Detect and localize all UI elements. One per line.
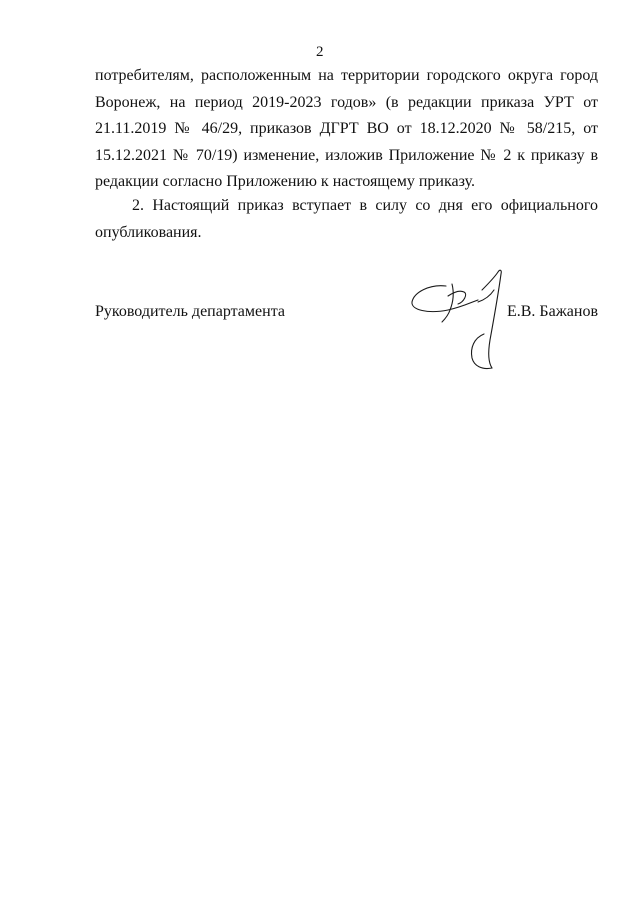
paragraph-effective-date: 2. Настоящий приказ вступает в силу со дня его официального опубликования. [95, 197, 598, 241]
paragraph-continuation: потребителям, расположенным на территории городского округа город Воронеж, на период 2019-2023 годов» (в редакции приказа УРТ от 21.11.2019 № 46/29, приказов ДГРТ ВО от 18.12.2020 № 58/215, от 15.12.2021 № 70/19) изменение, изложив Приложение № 2 к приказу в редакции согласно Приложению к настоящему приказу. [95, 67, 598, 190]
page-number: 2 [316, 44, 324, 60]
signer-position: Руководитель департамента [95, 303, 285, 320]
signature-icon [408, 266, 518, 374]
signature-block [95, 299, 598, 325]
signer-name: Е.В. Бажанов [506, 303, 598, 320]
